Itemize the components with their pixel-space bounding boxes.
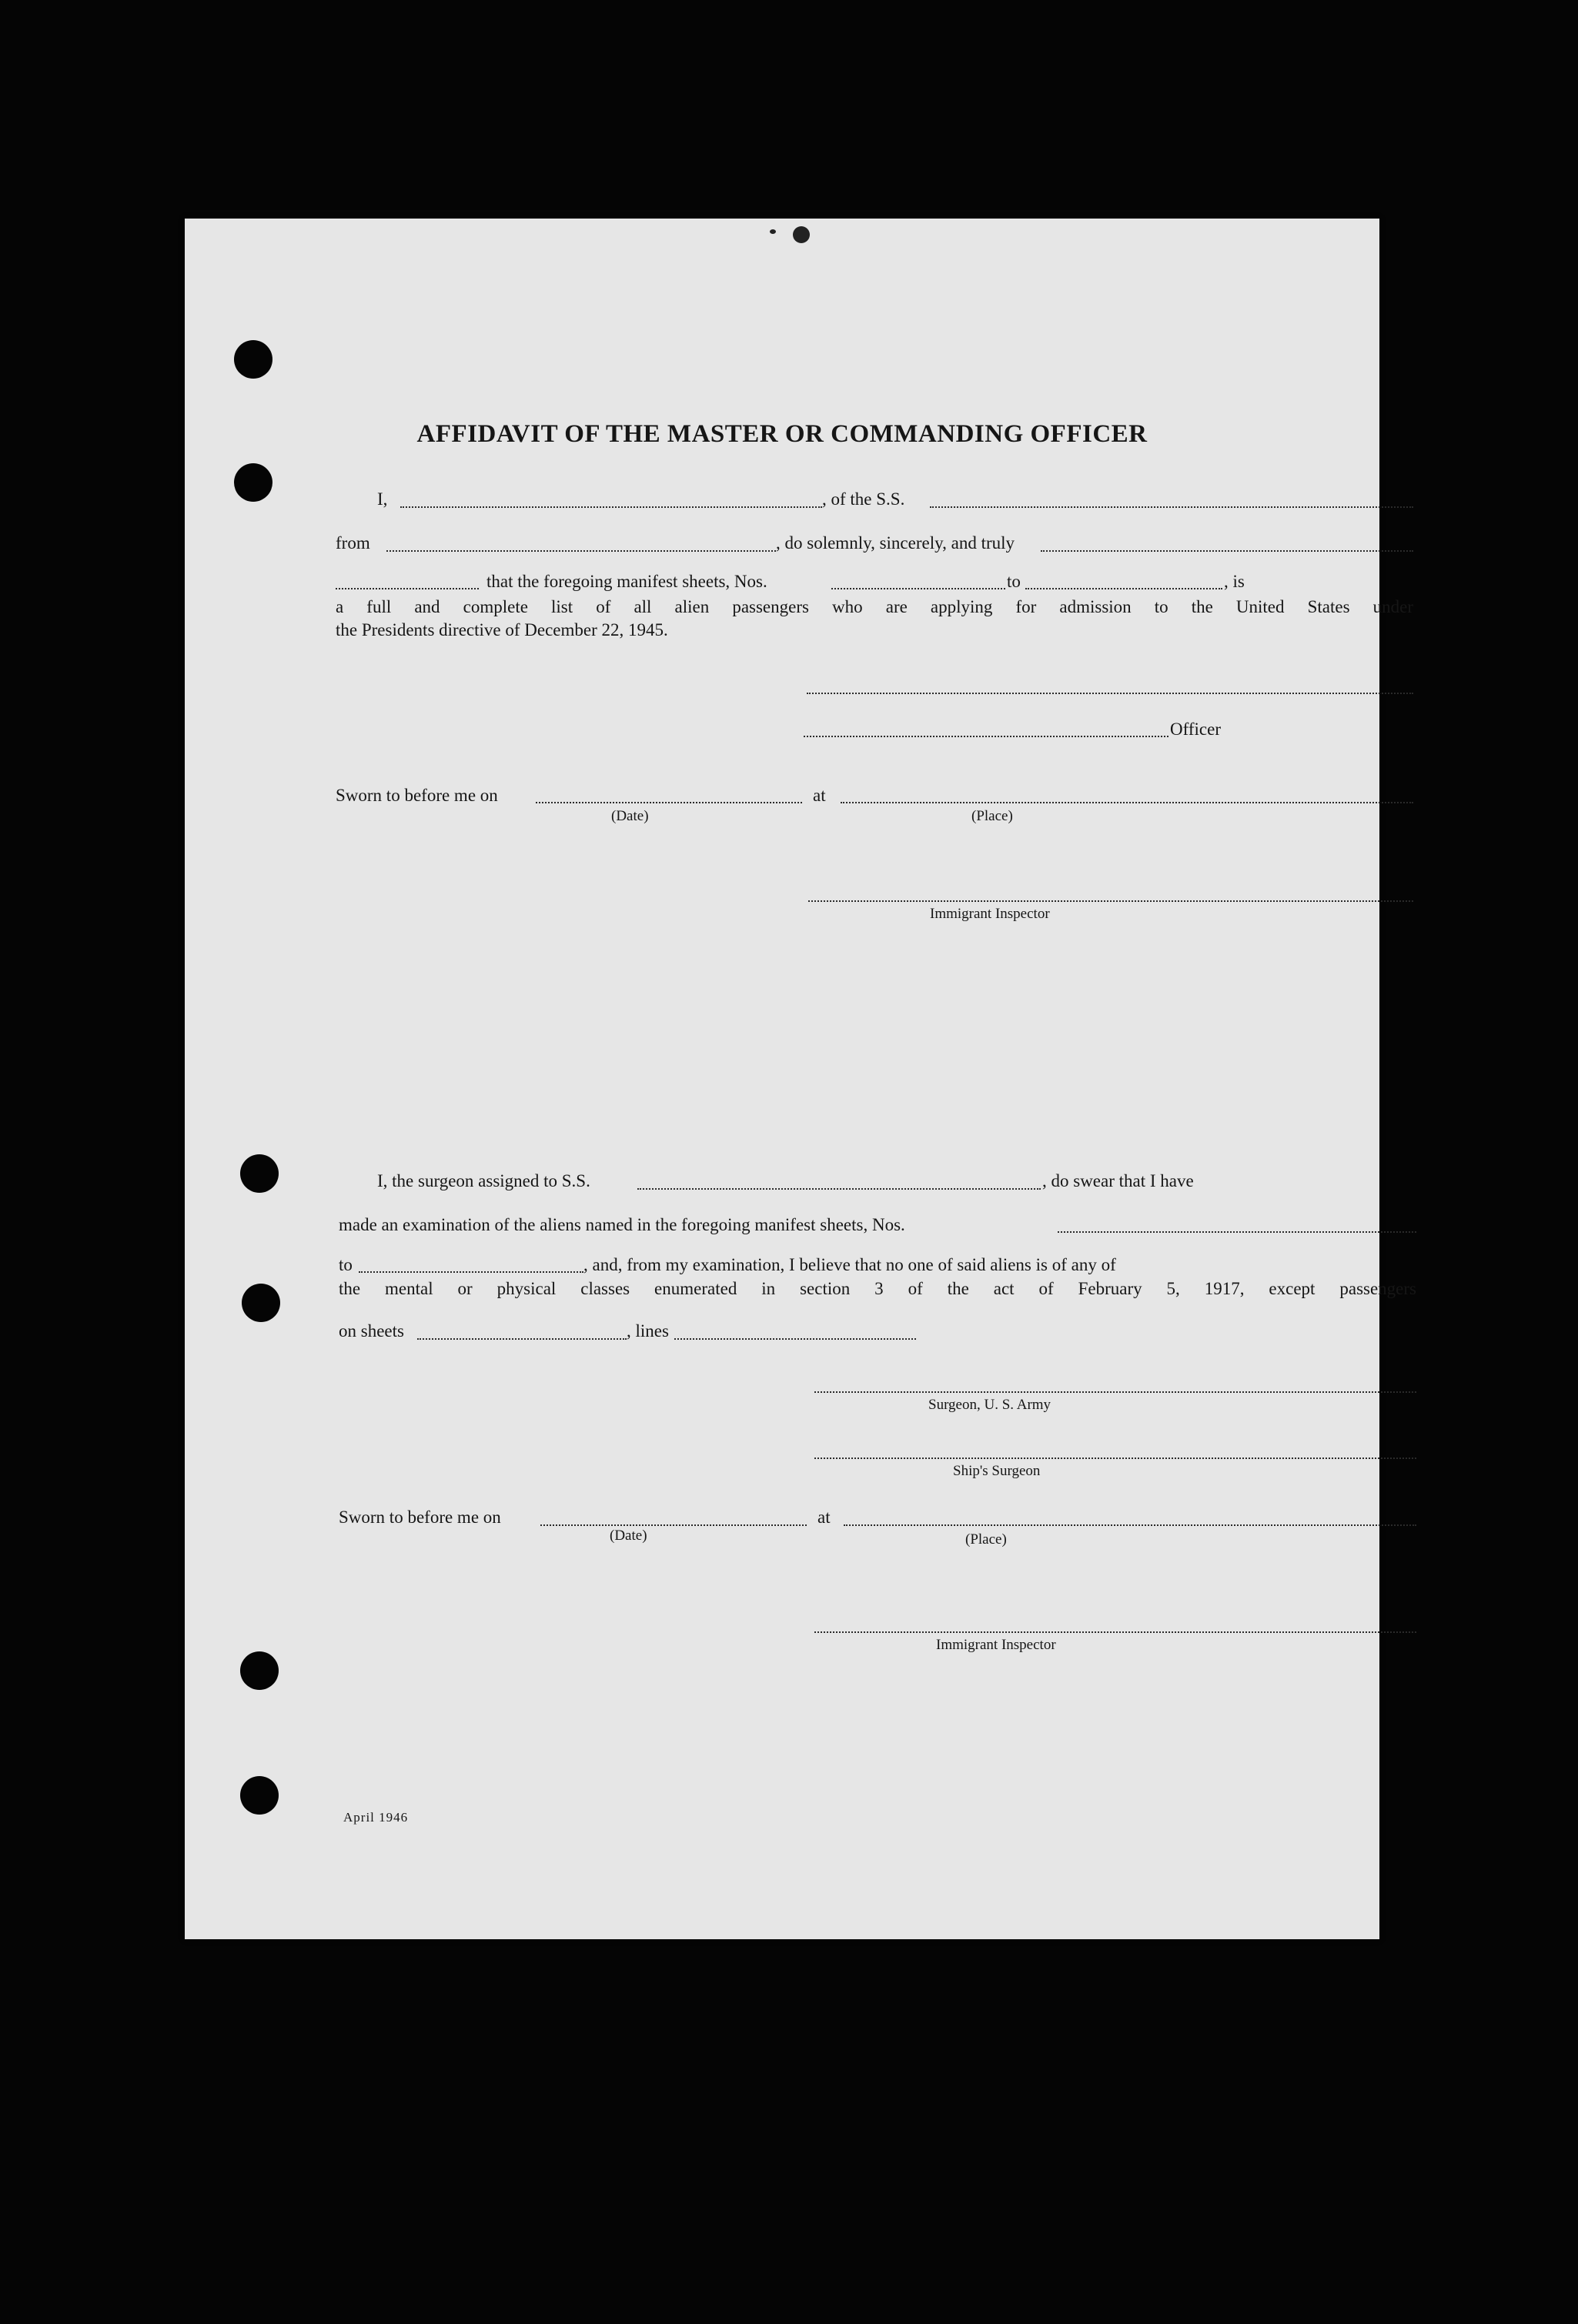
surgeon-sheets-from-field[interactable] — [1058, 1231, 1416, 1233]
date-caption: (Date) — [611, 808, 649, 824]
punch-hole — [240, 1154, 279, 1193]
surgeon-on-sheets-field[interactable] — [417, 1338, 627, 1340]
ship-surgeon-signature-line[interactable] — [814, 1458, 1416, 1459]
sworn-place-field[interactable] — [841, 802, 1413, 803]
master-from-field[interactable] — [386, 550, 776, 552]
surgeon-belief-label: , and, from my examination, I believe that no one of said aliens is of any of — [583, 1255, 1116, 1274]
sheets-to-field[interactable] — [1025, 588, 1222, 589]
master-ship-field[interactable] — [930, 506, 1413, 508]
ship-surgeon-label: Ship's Surgeon — [953, 1463, 1041, 1479]
surgeon-to-label: to — [339, 1255, 353, 1274]
punch-hole — [242, 1284, 280, 1322]
ink-smudge — [770, 229, 776, 234]
sheets-from-field[interactable] — [831, 588, 1005, 589]
sworn-date-field[interactable] — [540, 1524, 807, 1526]
master-is-label: , is — [1224, 572, 1245, 591]
surgeon-swear-label: , do swear that I have — [1042, 1171, 1194, 1190]
master-ship-label: , of the S.S. — [822, 489, 905, 509]
surgeon-on-sheets-label: on sheets — [339, 1321, 404, 1341]
master-swear-label: , do solemnly, sincerely, and truly — [776, 533, 1015, 553]
sworn-at-label: at — [817, 1508, 831, 1527]
signature-line[interactable] — [807, 693, 1413, 694]
sworn-place-field[interactable] — [844, 1524, 1416, 1526]
date-caption: (Date) — [610, 1528, 647, 1544]
sworn-date-field[interactable] — [536, 802, 802, 803]
master-i-label: I, — [377, 489, 388, 509]
ink-smudge — [793, 226, 810, 243]
place-caption: (Place) — [971, 808, 1013, 824]
surgeon-lines-field[interactable] — [674, 1338, 916, 1340]
surgeon-sheets-to-field[interactable] — [359, 1271, 583, 1273]
surgeon-ship-field[interactable] — [637, 1188, 1041, 1190]
punch-hole — [234, 463, 272, 502]
inspector-label: Immigrant Inspector — [930, 906, 1050, 922]
punch-hole — [240, 1776, 279, 1815]
master-oath-field[interactable] — [336, 588, 479, 589]
army-surgeon-label: Surgeon, U. S. Army — [928, 1397, 1051, 1413]
sworn-label: Sworn to before me on — [336, 786, 498, 805]
sworn-at-label: at — [813, 786, 826, 805]
inspector-signature-line[interactable] — [814, 1631, 1416, 1633]
army-surgeon-signature-line[interactable] — [814, 1391, 1416, 1393]
punch-hole — [234, 340, 272, 379]
surgeon-exam-label: made an examination of the aliens named in the foregoing manifest sheets, Nos. — [339, 1215, 905, 1234]
master-manifest-label: that the foregoing manifest sheets, Nos. — [486, 572, 767, 591]
surgeon-ship-label: I, the surgeon assigned to S.S. — [377, 1171, 590, 1190]
inspector-label: Immigrant Inspector — [936, 1637, 1056, 1653]
master-to-label: to — [1007, 572, 1021, 591]
surgeon-statement-line: the mental or physical classes enumerated in section 3 of the act of February 5, 1917, except passengers — [339, 1279, 1416, 1298]
affidavit-sheet — [185, 219, 1416, 1939]
master-from-label: from — [336, 533, 370, 553]
officer-signature-line[interactable] — [804, 736, 1168, 737]
inspector-signature-line[interactable] — [808, 900, 1413, 902]
form-title: AFFIDAVIT OF THE MASTER OR COMMANDING OFFICER — [416, 420, 1148, 448]
master-swear-field[interactable] — [1041, 550, 1413, 552]
surgeon-lines-label: , lines — [627, 1321, 669, 1341]
punch-hole — [240, 1651, 279, 1690]
master-statement-line: the Presidents directive of December 22, 1945. — [336, 620, 668, 639]
master-statement-line: a full and complete list of all alien passengers who are applying for admission to the United States under — [336, 597, 1413, 616]
form-revision-date: April 1946 — [343, 1810, 409, 1825]
sworn-label: Sworn to before me on — [339, 1508, 501, 1527]
place-caption: (Place) — [965, 1531, 1007, 1548]
officer-label: Officer — [1170, 720, 1221, 739]
master-name-field[interactable] — [400, 506, 822, 508]
